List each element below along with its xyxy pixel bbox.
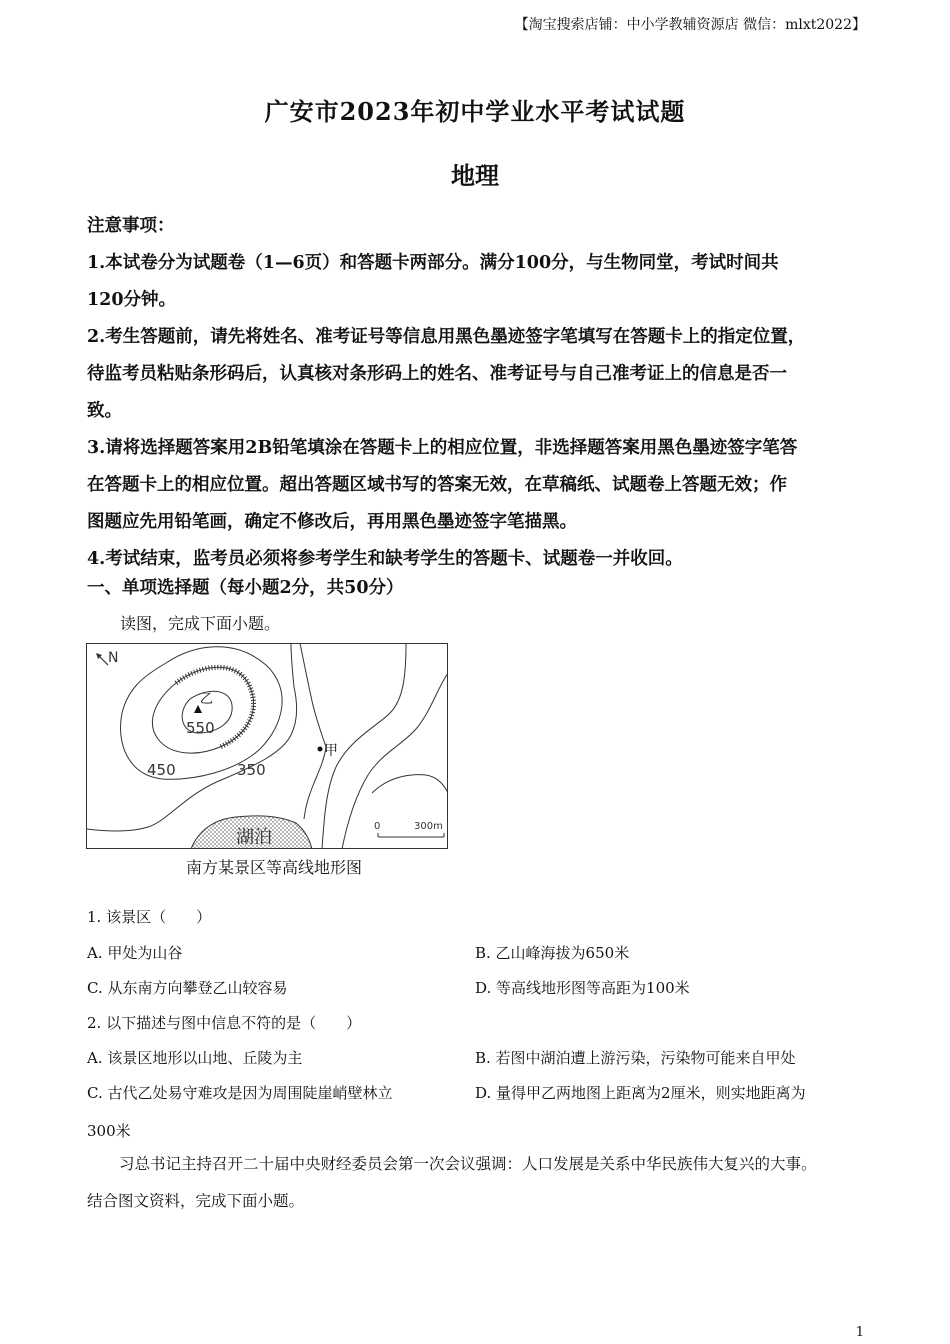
notice-line: 2.考生答题前，请先将姓名、准考证号等信息用黑色墨迹签字笔填写在答题卡上的指定位置， <box>87 327 806 347</box>
passage-line-2: 结合图文资料，完成下面小题。 <box>87 1192 305 1210</box>
question-2-option-d-continued: 300米 <box>87 1122 131 1140</box>
scale-zero: 0 <box>374 821 381 832</box>
notice-line: 图题应先用铅笔画，确定不修改后，再用黑色墨迹签字笔描黑。 <box>87 512 577 532</box>
question-2-stem: 2. 以下描述与图中信息不符的是（ ） <box>87 1014 362 1032</box>
notice-line: 3.请将选择题答案用2B铅笔填涂在答题卡上的相应位置，非选择题答案用黑色墨迹签字笔答 <box>87 438 798 458</box>
north-label: N <box>108 650 119 666</box>
contour-map <box>86 643 448 849</box>
page-number: 1 <box>855 1325 864 1340</box>
peak-label: 乙 <box>200 692 214 707</box>
notice-line: 在答题卡上的相应位置。超出答题区域书写的答案无效，在草稿纸、试题卷上答题无效；作 <box>87 475 787 495</box>
elevation-label-350: 350 <box>237 761 266 779</box>
lake-label: 湖泊 <box>236 827 272 848</box>
question-1-option-c: C. 从东南方向攀登乙山较容易 <box>87 979 288 997</box>
map-caption: 南方某景区等高线地形图 <box>186 858 363 877</box>
scale-distance: 300m <box>414 821 443 832</box>
section-title: 一、单项选择题（每小题2分，共50分） <box>87 578 404 598</box>
notice-line: 4.考试结束，监考员必须将参考学生和缺考学生的答题卡、试题卷一并收回。 <box>87 549 683 569</box>
elevation-label-550: 550 <box>186 719 215 737</box>
notice-line: 120分钟。 <box>87 290 177 310</box>
question-2-option-b: B. 若图中湖泊遭上游污染，污染物可能来自甲处 <box>475 1049 796 1067</box>
passage-line-1: 习总书记主持召开二十届中央财经委员会第一次会议强调：人口发展是关系中华民族伟大复兴的大事。 <box>119 1155 817 1173</box>
notice-heading: 注意事项： <box>87 216 175 236</box>
question-1-option-b: B. 乙山峰海拔为650米 <box>475 944 630 962</box>
notice-block <box>87 208 867 578</box>
question-1-option-d: D. 等高线地形图等高距为100米 <box>475 979 690 997</box>
intro-text: 读图，完成下面小题。 <box>120 614 281 633</box>
notice-line: 致。 <box>87 401 122 421</box>
notice-line: 1.本试卷分为试题卷（1—6页）和答题卡两部分。满分100分，与生物同堂，考试时间共 <box>87 253 779 273</box>
question-1-stem: 1. 该景区（ ） <box>87 908 212 926</box>
subject-title: 地理 <box>451 161 499 190</box>
question-1-option-a: A. 甲处为山谷 <box>87 944 183 962</box>
notice-line: 待监考员粘贴条形码后，认真核对条形码上的姓名、准考证号与自己准考证上的信息是否一 <box>87 364 787 384</box>
header-note: 【淘宝搜索店铺：中小学教辅资源店 微信：mlxt2022】 <box>514 17 866 33</box>
page-title: 广安市2023年初中学业水平考试试题 <box>264 97 686 126</box>
point-jia-marker <box>318 747 323 752</box>
question-2-option-d: D. 量得甲乙两地图上距离为2厘米，则实地距离为 <box>475 1084 806 1102</box>
point-jia-label: 甲 <box>324 743 338 759</box>
question-2-option-a: A. 该景区地形以山地、丘陵为主 <box>87 1049 303 1067</box>
elevation-label-450: 450 <box>147 761 176 779</box>
question-2-option-c: C. 古代乙处易守难攻是因为周围陡崖峭壁林立 <box>87 1084 393 1102</box>
